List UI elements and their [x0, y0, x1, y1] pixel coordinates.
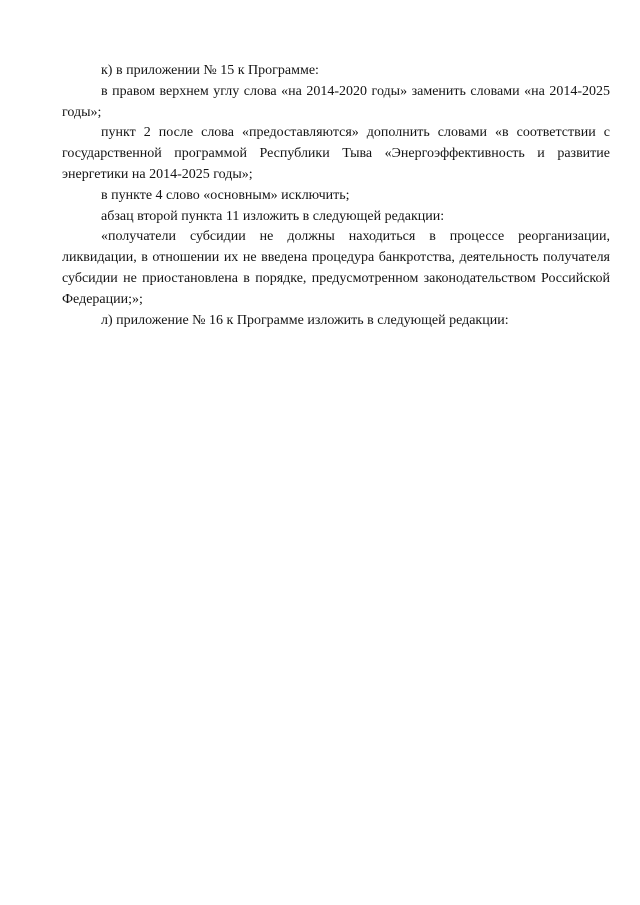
document-body: [62, 61, 610, 331]
paragraph-point-11-intro: абзац второй пункта 11 изложить в следующей редакции:: [101, 208, 445, 224]
paragraph-point-2: пункт 2 после слова «предоставляются» дополнить словами «в соответствии с государственной программой Республики Тыва «Энергоэффективность и развитие энергетики на 2014-2025 годы»;: [62, 125, 610, 182]
paragraph-item-k: к) в приложении № 15 к Программе:: [101, 63, 319, 78]
paragraph-point-4: в пункте 4 слово «основным» исключить;: [101, 187, 350, 203]
paragraph-item-l: л) приложение № 16 к Программе изложить в следующей редакции:: [101, 312, 509, 328]
paragraph-replace-years: в правом верхнем углу слова «на 2014-2020 годы» заменить словами «на 2014-2025 годы»;: [62, 83, 610, 120]
paragraph-point-11-text: «получатели субсидии не должны находиться в процессе реорганизации, ликвидации, в отношении их не введена процедура банкротства, деятельность получателя субсидии не приостановлена в порядке, предусмотренном законодательством Российской Федерации;»;: [62, 229, 610, 307]
